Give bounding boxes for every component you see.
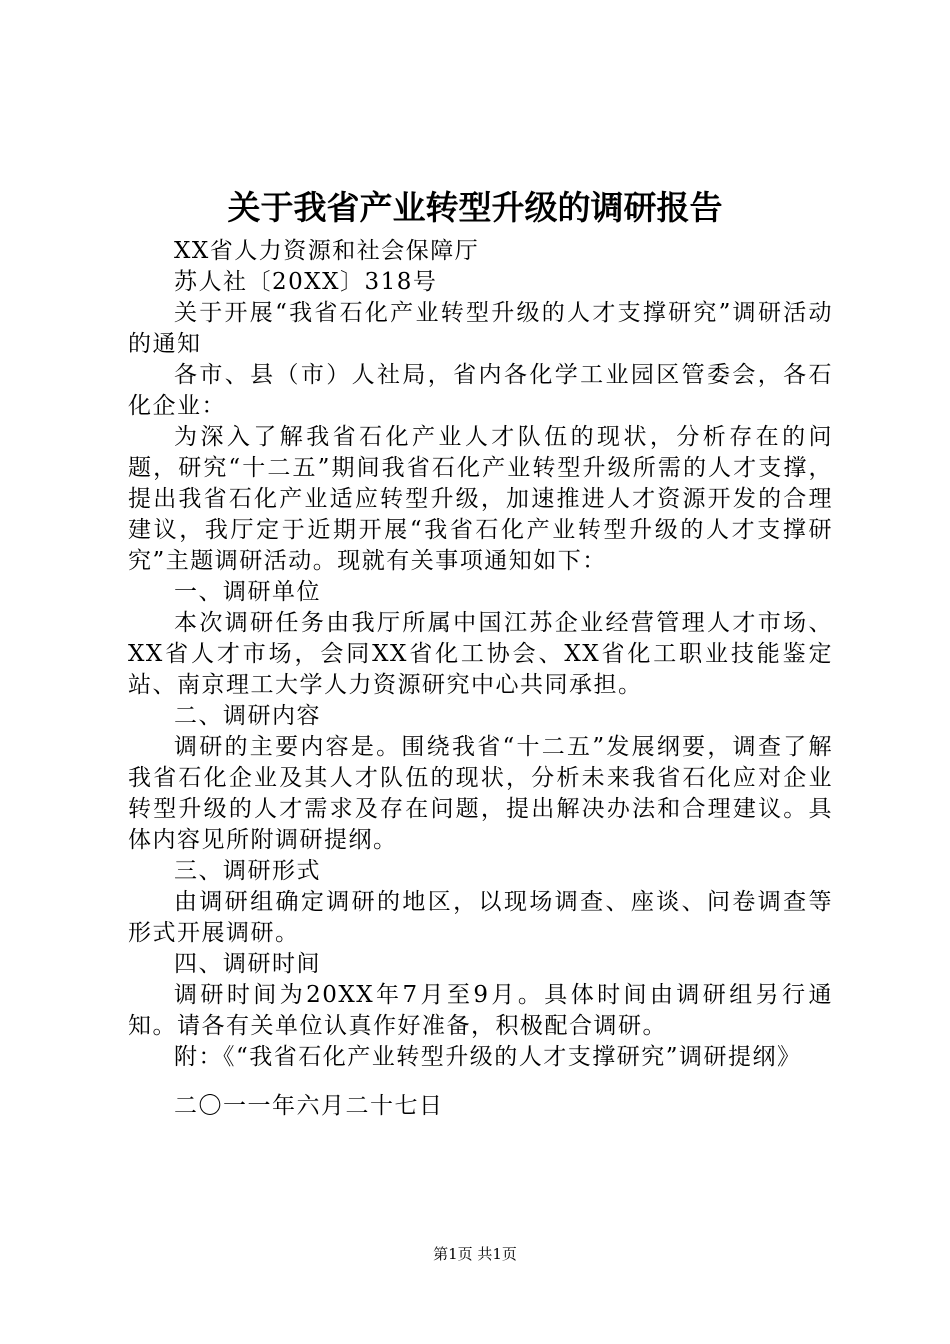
intro-paragraph: 为深入了解我省石化产业人才队伍的现状，分析存在的问题，研究“十二五”期间我省石化产业转型升级所需的人才支撑，提出我省石化产业适应转型升级，加速推进人才资源开发的合理建议，我厅定于近期开展“我省石化产业转型升级的人才支撑研究”主题调研活动。现就有关事项通知如下：: [128, 424, 833, 574]
section-heading-4: 四、调研时间: [174, 951, 321, 977]
section-paragraph-1: 本次调研任务由我厅所属中国江苏企业经营管理人才市场、XX省人才市场，会同XX省化工协会、XX省化工职业技能鉴定站、南京理工大学人力资源研究中心共同承担。: [128, 610, 833, 698]
section-heading-3: 三、调研形式: [174, 858, 321, 884]
issuer-line: XX省人力资源和社会保障厅: [174, 238, 480, 264]
document-body: [128, 236, 833, 1122]
attachment-line: 附：《“我省石化产业转型升级的人才支撑研究”调研提纲》: [174, 1044, 802, 1070]
section-heading-2: 二、调研内容: [174, 703, 321, 729]
notice-title: 关于开展“我省石化产业转型升级的人才支撑研究”调研活动的通知: [128, 300, 833, 357]
page-footer: 第1页 共1页: [433, 1245, 517, 1263]
document-date: 二〇一一年六月二十七日: [174, 1093, 444, 1119]
section-paragraph-2: 调研的主要内容是。围绕我省“十二五”发展纲要，调查了解我省石化企业及其人才队伍的现状，分析未来我省石化应对企业转型升级的人才需求及存在问题，提出解决办法和合理建议。具体内容见所附调研提纲。: [128, 734, 833, 853]
document-title: 关于我省产业转型升级的调研报告: [227, 188, 723, 227]
section-paragraph-3: 由调研组确定调研的地区，以现场调查、座谈、问卷调查等形式开展调研。: [128, 889, 833, 946]
document-number: 苏人社〔20XX〕318号: [174, 269, 438, 295]
section-heading-1: 一、调研单位: [174, 579, 321, 605]
section-paragraph-4: 调研时间为20XX年7月至9月。具体时间由调研组另行通知。请各有关单位认真作好准备，积极配合调研。: [128, 982, 833, 1039]
recipients: 各市、县（市）人社局，省内各化学工业园区管委会，各石化企业：: [128, 362, 833, 419]
